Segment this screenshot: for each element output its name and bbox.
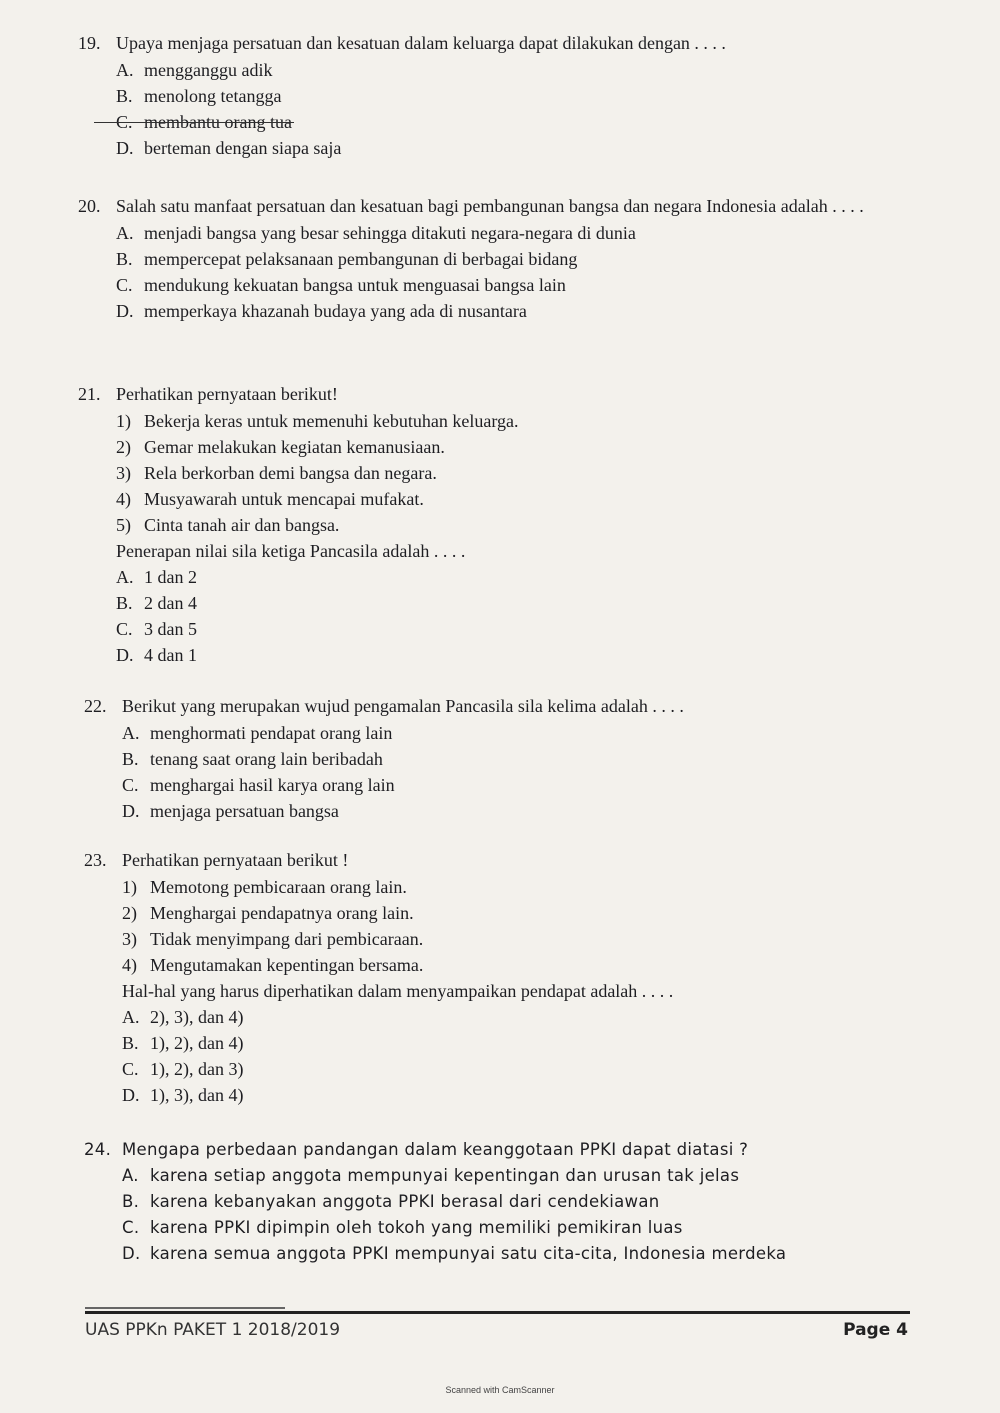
question-text: Mengapa perbedaan pandangan dalam keanggotaan PPKI dapat diatasi ? — [122, 1140, 749, 1159]
option-label: A. — [122, 1166, 139, 1185]
option-b[interactable] — [122, 746, 920, 772]
question-text: Upaya menjaga persatuan dan kesatuan dalam keluarga dapat dilakukan dengan . . . . — [116, 33, 726, 53]
option-b[interactable] — [116, 590, 920, 616]
option-text: 4 dan 1 — [144, 645, 197, 665]
statement-item — [116, 408, 920, 434]
option-label: C. — [122, 775, 139, 795]
option-label: D. — [122, 801, 140, 821]
option-a[interactable] — [116, 57, 920, 83]
question-21 — [78, 381, 920, 668]
option-d[interactable] — [122, 798, 920, 824]
option-b[interactable] — [116, 83, 920, 109]
option-b[interactable] — [122, 1189, 920, 1215]
question-prompt: Hal-hal yang harus diperhatikan dalam menyampaikan pendapat adalah . . . . — [122, 981, 674, 1001]
options-list — [84, 720, 920, 824]
option-d[interactable] — [122, 1241, 920, 1267]
option-text: menjaga persatuan bangsa — [150, 801, 339, 821]
question-number: 24. — [84, 1140, 112, 1159]
option-text: 1), 2), dan 3) — [150, 1059, 244, 1079]
option-a[interactable] — [116, 564, 920, 590]
option-b[interactable] — [116, 246, 920, 272]
option-label: B. — [116, 249, 133, 269]
option-d[interactable] — [116, 135, 920, 161]
option-label: A. — [116, 223, 134, 243]
option-text: 3 dan 5 — [144, 619, 197, 639]
question-number: 20. — [78, 196, 101, 216]
question-20 — [78, 193, 920, 324]
statements-list — [78, 408, 920, 668]
statement-text: Rela berkorban demi bangsa dan negara. — [144, 463, 437, 483]
statement-text: Gemar melakukan kegiatan kemanusiaan. — [144, 437, 445, 457]
option-a[interactable] — [122, 720, 920, 746]
option-text: memperkaya khazanah budaya yang ada di nusantara — [144, 301, 527, 321]
option-text: menjadi bangsa yang besar sehingga ditakuti negara-negara di dunia — [144, 223, 636, 243]
option-c[interactable] — [122, 1215, 920, 1241]
option-label: A. — [116, 567, 134, 587]
statement-item — [122, 900, 920, 926]
option-text: karena semua anggota PPKI mempunyai satu cita-cita, Indonesia merdeka — [150, 1244, 787, 1263]
option-label: A. — [122, 1007, 140, 1027]
option-text: berteman dengan siapa saja — [144, 138, 342, 158]
option-label: A. — [116, 60, 134, 80]
option-text: 2), 3), dan 4) — [150, 1007, 244, 1027]
option-label: C. — [116, 112, 133, 132]
question-text: Berikut yang merupakan wujud pengamalan Pancasila sila kelima adalah . . . . — [122, 696, 684, 716]
option-label: A. — [122, 723, 140, 743]
option-text: menolong tetangga — [144, 86, 282, 106]
question-number: 22. — [84, 696, 107, 716]
option-text: 1), 3), dan 4) — [150, 1085, 244, 1105]
statement-item — [122, 874, 920, 900]
option-text: mengganggu adik — [144, 60, 273, 80]
option-d[interactable] — [116, 298, 920, 324]
option-c[interactable] — [122, 1056, 920, 1082]
option-text: mempercepat pelaksanaan pembangunan di berbagai bidang — [144, 249, 578, 269]
option-label: B. — [122, 749, 139, 769]
option-text: karena setiap anggota mempunyai kepentingan dan urusan tak jelas — [150, 1166, 740, 1185]
statement-text: Memotong pembicaraan orang lain. — [150, 877, 407, 897]
option-label: D. — [122, 1244, 141, 1263]
statement-label: 5) — [116, 515, 131, 535]
statement-item — [116, 486, 920, 512]
statement-label: 3) — [122, 929, 137, 949]
footer-divider — [85, 1311, 910, 1314]
option-label: D. — [116, 138, 134, 158]
option-label: B. — [116, 593, 133, 613]
question-23 — [84, 847, 920, 1108]
option-text: menghormati pendapat orang lain — [150, 723, 393, 743]
option-text: membantu orang tua — [144, 112, 292, 132]
options-list — [78, 220, 920, 324]
option-label: B. — [116, 86, 133, 106]
statement-text: Mengutamakan kepentingan bersama. — [150, 955, 424, 975]
question-text: Perhatikan pernyataan berikut ! — [122, 850, 349, 870]
option-text: karena kebanyakan anggota PPKI berasal dari cendekiawan — [150, 1192, 660, 1211]
statement-text: Cinta tanah air dan bangsa. — [144, 515, 340, 535]
option-c[interactable] — [122, 772, 920, 798]
statement-item — [116, 512, 920, 538]
statement-label: 1) — [122, 877, 137, 897]
option-b[interactable] — [122, 1030, 920, 1056]
option-label: C. — [122, 1059, 139, 1079]
question-number: 23. — [84, 850, 107, 870]
question-number: 21. — [78, 384, 101, 404]
question-prompt: Penerapan nilai sila ketiga Pancasila adalah . . . . — [116, 541, 466, 561]
option-d[interactable] — [116, 642, 920, 668]
question-number: 19. — [78, 33, 101, 53]
option-label: D. — [116, 301, 134, 321]
option-label: C. — [116, 619, 133, 639]
statement-item — [122, 926, 920, 952]
option-a[interactable] — [122, 1163, 920, 1189]
options-list — [78, 57, 920, 161]
option-label: D. — [122, 1085, 140, 1105]
statement-label: 3) — [116, 463, 131, 483]
question-text: Salah satu manfaat persatuan dan kesatuan bagi pembangunan bangsa dan negara Indonesia adalah . . . . — [116, 196, 864, 216]
statement-item — [116, 434, 920, 460]
option-label: C. — [122, 1218, 140, 1237]
option-text: tenang saat orang lain beribadah — [150, 749, 383, 769]
option-text: 1), 2), dan 4) — [150, 1033, 244, 1053]
option-text: mendukung kekuatan bangsa untuk menguasai bangsa lain — [144, 275, 566, 295]
statement-label: 2) — [116, 437, 131, 457]
option-label: C. — [116, 275, 133, 295]
question-text: Perhatikan pernyataan berikut! — [116, 384, 338, 404]
option-a[interactable] — [122, 1004, 920, 1030]
statement-item — [116, 460, 920, 486]
scanner-watermark: Scanned with CamScanner — [445, 1385, 555, 1395]
statement-text: Musyawarah untuk mencapai mufakat. — [144, 489, 424, 509]
option-c[interactable] — [116, 109, 920, 135]
statement-label: 4) — [116, 489, 131, 509]
option-label: D. — [116, 645, 134, 665]
footer-page-number: Page 4 — [843, 1320, 908, 1340]
footer-exam-title: UAS PPKn PAKET 1 2018/2019 — [85, 1320, 341, 1340]
footer-divider-thin — [85, 1307, 285, 1309]
question-19 — [78, 30, 920, 161]
statements-list — [84, 874, 920, 1108]
option-d[interactable] — [122, 1082, 920, 1108]
statement-text: Menghargai pendapatnya orang lain. — [150, 903, 414, 923]
option-label: B. — [122, 1192, 140, 1211]
statement-text: Tidak menyimpang dari pembicaraan. — [150, 929, 424, 949]
option-text: karena PPKI dipimpin oleh tokoh yang memiliki pemikiran luas — [150, 1218, 683, 1237]
question-22 — [84, 693, 920, 824]
option-text: 1 dan 2 — [144, 567, 197, 587]
statement-label: 4) — [122, 955, 137, 975]
statement-item — [122, 952, 920, 978]
option-text: menghargai hasil karya orang lain — [150, 775, 395, 795]
statement-label: 2) — [122, 903, 137, 923]
question-24 — [84, 1136, 920, 1267]
option-label: B. — [122, 1033, 139, 1053]
option-c[interactable] — [116, 616, 920, 642]
option-c[interactable] — [116, 272, 920, 298]
statement-text: Bekerja keras untuk memenuhi kebutuhan keluarga. — [144, 411, 519, 431]
statement-label: 1) — [116, 411, 131, 431]
options-list — [84, 1163, 920, 1267]
option-text: 2 dan 4 — [144, 593, 197, 613]
option-a[interactable] — [116, 220, 920, 246]
